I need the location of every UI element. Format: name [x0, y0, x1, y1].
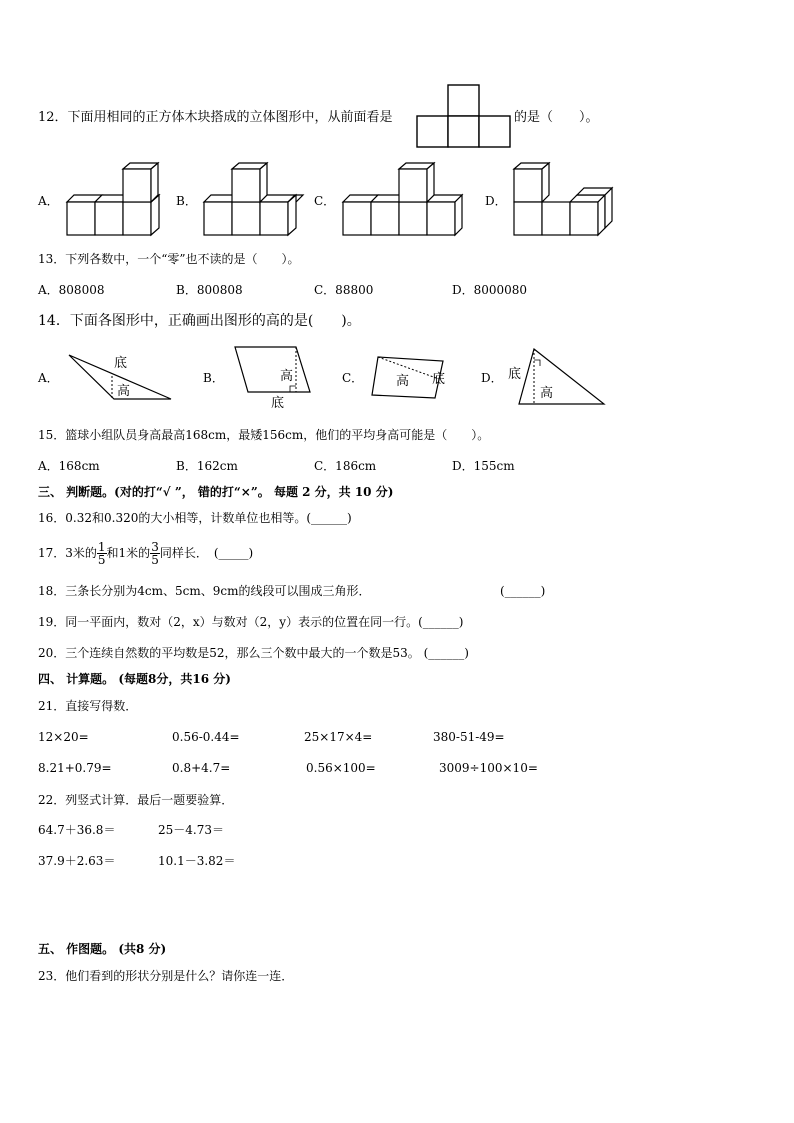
q15-option-b[interactable]: B．162cm — [176, 459, 238, 473]
section-4-heading: 四、 计算题。 (每题8分，共16 分) — [38, 672, 231, 686]
q13-option-b[interactable]: B．800808 — [176, 283, 243, 297]
q12-front-view-figure — [416, 84, 512, 148]
q12-option-a-label[interactable]: A． — [38, 194, 59, 208]
q21-r2-c2[interactable]: 0.8+4.7= — [172, 761, 231, 775]
q17-fraction-1: $\frac{1}{5}$ — [97, 540, 106, 567]
q13-option-c[interactable]: C．88800 — [314, 283, 374, 297]
q12-text: 12．下面用相同的正方体木块搭成的立体图形中，从前面看是 — [38, 110, 393, 125]
q14-option-a-label[interactable]: A． — [38, 371, 59, 385]
q21-r2-c4[interactable]: 3009÷100×10= — [439, 761, 538, 775]
q22-stem: 22．列竖式计算．最后一题要验算． — [38, 793, 234, 807]
q12-option-c-figure[interactable] — [342, 162, 472, 240]
q18-stem: 18．三条长分别为4cm、5cm、9cm的线段可以围成三角形． — [38, 584, 371, 598]
q15-option-d[interactable]: D．155cm — [452, 459, 515, 473]
q13-option-a[interactable]: A．808008 — [38, 283, 105, 297]
q12-option-b-label[interactable]: B． — [176, 194, 197, 208]
q22-r1-c2[interactable]: 25－4.73＝ — [158, 823, 224, 837]
q22-r1-c1[interactable]: 64.7＋36.8＝ — [38, 823, 116, 837]
section-3-heading: 三、 判断题。(对的打“√ ”， 错的打“×”。 每题 2 分，共 10 分) — [38, 485, 394, 499]
q12-option-d-figure[interactable] — [513, 162, 623, 240]
q13-option-d[interactable]: D．8000080 — [452, 283, 528, 297]
q15-option-c[interactable]: C．186cm — [314, 459, 377, 473]
q22-r2-c2[interactable]: 10.1－3.82＝ — [158, 854, 236, 868]
q17-pre: 17．3米的 — [38, 546, 97, 560]
q14-a-base-label: 底 — [114, 356, 128, 371]
q21-r1-c3[interactable]: 25×17×4= — [304, 730, 373, 744]
q17-stem[interactable] — [38, 538, 253, 568]
q14-option-b-label[interactable]: B． — [203, 371, 224, 385]
q12-option-d-label[interactable]: D． — [485, 194, 507, 208]
q14-option-c-label[interactable]: C． — [342, 371, 364, 385]
q14-b-height-label: 高 — [280, 369, 294, 384]
q23-stem: 23．他们看到的形状分别是什么？请你连一连． — [38, 969, 294, 983]
q12-tail: 的是（ ）。 — [514, 110, 599, 125]
q21-r2-c1[interactable]: 8.21+0.79= — [38, 761, 112, 775]
q15-option-a[interactable]: A．168cm — [38, 459, 100, 473]
q21-r1-c4[interactable]: 380-51-49= — [433, 730, 505, 744]
q17-mid: 和1米的 — [106, 546, 151, 560]
q14-d-base-label: 底 — [508, 367, 522, 382]
q14-stem: 14．下面各图形中，正确画出图形的高的是( )。 — [38, 313, 361, 329]
section-5-heading: 五、 作图题。 (共8 分) — [38, 942, 167, 956]
q14-c-height-label: 高 — [396, 374, 410, 389]
q19-stem[interactable]: 19．同一平面内，数对（2，x）与数对（2，y）表示的位置在同一行。(______) — [38, 615, 464, 629]
q12-option-c-label[interactable]: C． — [314, 194, 336, 208]
q17-fraction-2: $\frac{3}{5}$ — [151, 540, 159, 567]
q15-stem: 15．篮球小组队员身高最高168cm，最矮156cm，他们的平均身高可能是（ ）。 — [38, 428, 490, 442]
q22-r2-c1[interactable]: 37.9＋2.63＝ — [38, 854, 116, 868]
q14-a-height-label: 高 — [117, 384, 131, 399]
q14-option-d-figure[interactable] — [518, 348, 606, 406]
q12-option-b-figure[interactable] — [203, 162, 313, 240]
q21-stem: 21．直接写得数． — [38, 699, 138, 713]
q21-r2-c3[interactable]: 0.56×100= — [306, 761, 376, 775]
q18-answer-blank[interactable]: (______) — [500, 584, 546, 598]
q16-stem[interactable]: 16．0.32和0.320的大小相等，计数单位也相等。(______) — [38, 511, 352, 525]
q13-stem: 13．下列各数中，一个“零”也不读的是（ ）。 — [38, 252, 300, 266]
q14-d-height-label: 高 — [540, 386, 554, 401]
q20-stem[interactable]: 20．三个连续自然数的平均数是52，那么三个数中最大的一个数是53。 (______) — [38, 646, 469, 660]
q21-r1-c2[interactable]: 0.56-0.44= — [172, 730, 240, 744]
q14-c-base-label: 底 — [432, 372, 446, 387]
q17-post: 同样长． (_____) — [159, 546, 254, 560]
q12-stem — [38, 110, 393, 126]
q14-option-b-figure[interactable] — [234, 346, 314, 394]
q12-option-a-figure[interactable] — [66, 162, 176, 240]
q21-r1-c1[interactable]: 12×20= — [38, 730, 89, 744]
q14-b-base-label: 底 — [271, 396, 285, 411]
q14-option-d-label[interactable]: D． — [481, 371, 503, 385]
